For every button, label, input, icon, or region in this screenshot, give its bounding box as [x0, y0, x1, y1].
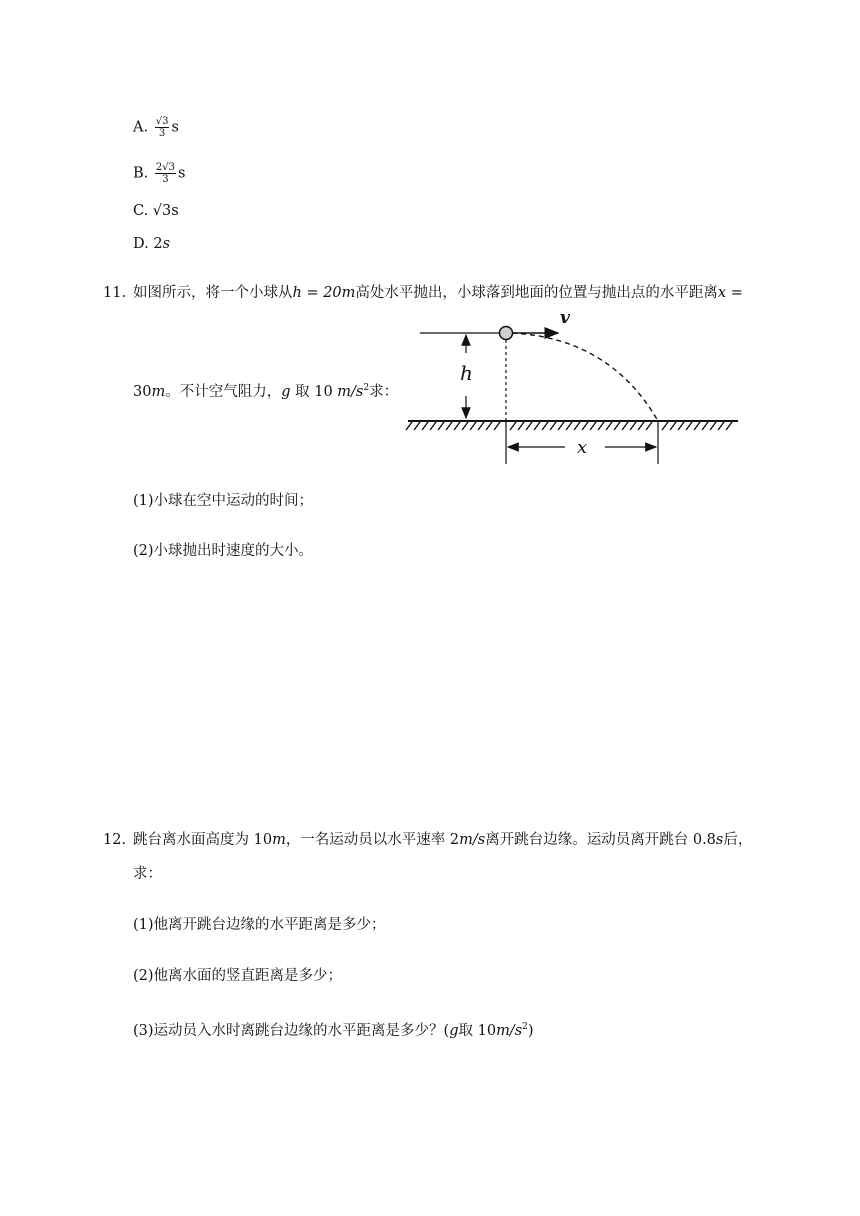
q12-sup: 2 — [522, 1022, 528, 1032]
projectile-figure — [400, 308, 745, 468]
q11-sup: 2 — [363, 383, 370, 393]
option-d[interactable] — [133, 234, 170, 254]
v-label: v — [560, 308, 570, 328]
option-b-letter: B. — [133, 165, 149, 182]
q11-m2: m — [151, 383, 166, 400]
option-d-unit: s — [162, 236, 171, 252]
q12-ms: m/s — [459, 832, 486, 848]
q12-m1: m — [272, 832, 286, 848]
q11-unit: m/s — [337, 383, 364, 400]
q12-line1b: ，一名运动员以水平速率 2 — [285, 832, 460, 848]
h-label: h — [460, 361, 473, 385]
option-d-letter: D. — [133, 236, 149, 252]
option-a-numerator: √3 — [155, 116, 169, 127]
q12-sub3c: ) — [527, 1022, 534, 1039]
q12-sub2: (2)他离水面的竖直距离是多少； — [133, 968, 343, 984]
x-label: x — [577, 437, 588, 458]
q12-sub3a: (3)运动员入水时离跳台边缘的水平距离是多少？( — [133, 1022, 450, 1039]
q11-m1: m — [341, 285, 356, 301]
q12-g: g — [449, 1022, 459, 1039]
option-a-unit: s — [171, 119, 179, 136]
ball-icon — [500, 327, 513, 340]
ground-hatching — [406, 422, 732, 430]
q12-line2: 求： — [133, 866, 162, 882]
option-a[interactable] — [133, 116, 179, 139]
q12-s: s — [715, 832, 724, 848]
option-d-text: 2 — [153, 236, 163, 252]
q12-line1c: 离开跳台边缘。运动员离开跳台 0.8 — [485, 832, 716, 848]
q12-sub3 — [133, 1017, 534, 1041]
q11-line2b: 。不计空气阻力， — [165, 383, 282, 400]
q11-line2 — [133, 378, 398, 402]
q12-line1a: 跳台离水面高度为 10 — [133, 832, 273, 848]
option-b[interactable] — [133, 162, 185, 185]
q11-number: 11. — [103, 285, 127, 301]
option-c-text: √3s — [152, 203, 179, 219]
q12-number: 12. — [103, 832, 127, 848]
q11-line2c: 取 10 — [290, 383, 338, 400]
q11-line1 — [133, 283, 743, 303]
q11-line2d: 求： — [369, 383, 399, 400]
q11-line1-text: 如图所示，将一个小球从 — [133, 285, 293, 301]
option-a-fraction — [155, 116, 170, 139]
q12-line1d: 后， — [723, 832, 753, 848]
option-c-letter: C. — [133, 203, 149, 219]
q12-sub3b: 取 10 — [458, 1022, 497, 1039]
option-b-denominator: 3 — [162, 174, 169, 185]
q12-sub1: (1)他离开跳台边缘的水平距离是多少； — [133, 917, 386, 933]
option-c[interactable] — [133, 201, 179, 221]
option-a-denominator: 3 — [158, 128, 166, 139]
q12-line1 — [133, 830, 752, 850]
q11-x-eq: x = — [717, 285, 743, 301]
q11-line1b: 高处水平抛出，小球落到地面的位置与抛出点的水平距离 — [355, 285, 718, 301]
q11-sub1: (1)小球在空中运动的时间； — [133, 493, 314, 509]
option-a-letter: A. — [133, 119, 149, 136]
option-b-fraction — [155, 162, 176, 185]
option-b-unit: s — [177, 165, 186, 182]
trajectory-curve — [512, 333, 658, 421]
option-b-numerator: 2√3 — [155, 162, 175, 173]
q12-unit: m/s — [496, 1022, 523, 1039]
q11-line2a: 30 — [133, 383, 152, 400]
q11-h-eq: h = 20 — [292, 285, 342, 301]
q11-g: g — [281, 383, 291, 400]
q11-sub2: (2)小球抛出时速度的大小。 — [133, 543, 314, 559]
